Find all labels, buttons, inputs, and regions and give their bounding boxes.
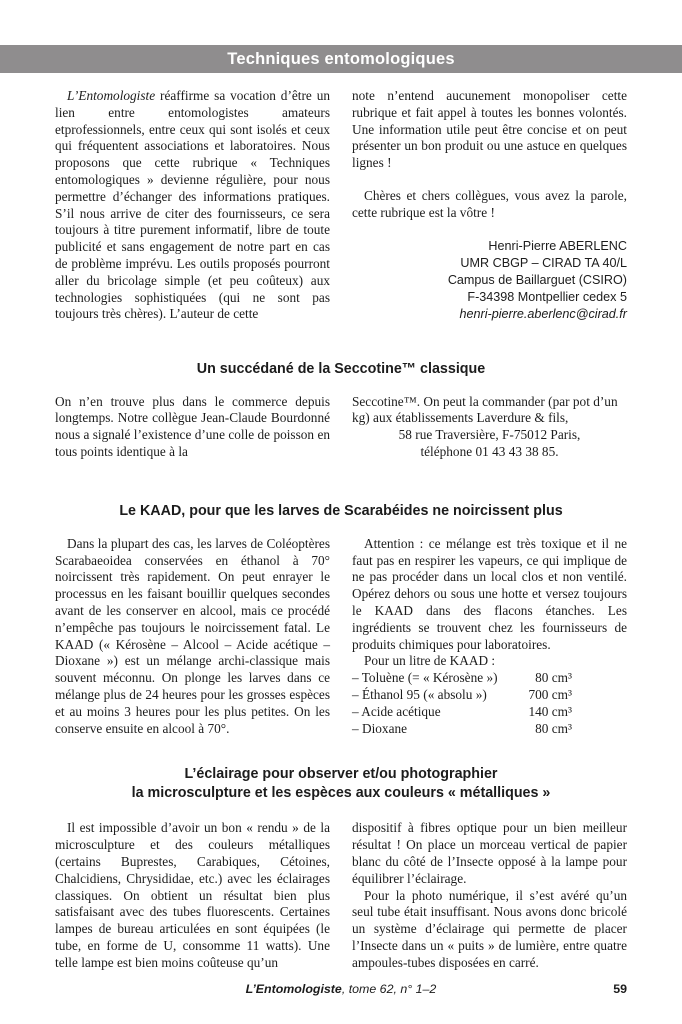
seccotine-left-column [55, 394, 330, 461]
signature-block [352, 238, 627, 324]
ingredient-quantity: 140 cm³ [528, 703, 572, 719]
kaad-recipe-intro: Pour un litre de KAAD : [364, 653, 496, 669]
ingredient-name: – Toluène (= « Kérosène ») [352, 670, 498, 686]
intro-left-paragraph [55, 88, 330, 323]
journal-name-italic: L’Entomologiste [67, 88, 156, 103]
intro-section [55, 88, 627, 324]
intro-right-column [352, 88, 627, 324]
ingredient-name: – Acide acétique [352, 703, 441, 719]
seccotine-left-paragraph: On n’en trouve plus dans le commerce depuis longtemps. Notre collègue Jean-Claude Bourdonné nous a signalé l’existence d’une colle de poisson en tous points identique à la [55, 393, 330, 459]
intro-call-paragraph: Chères et chers collègues, vous avez la parole, cette rubrique est la vôtre ! [352, 187, 627, 220]
author-email: henri-pierre.aberlenc@cirad.fr [459, 307, 627, 322]
footer-citation [246, 982, 437, 996]
ingredient-quantity: 80 cm³ [535, 670, 572, 686]
section-heading-eclairage [55, 765, 627, 803]
author-campus: Campus de Baillarguet (CSIRO) [447, 272, 627, 287]
ingredient-row [352, 687, 627, 704]
eclairage-right-paragraph: dispositif à fibres optique pour un bien meilleur résultat ! On place un morceau vertical de papier blanc du côté de l’Insecte opposé à la lampe pour équilibrer l’éclairage. [352, 820, 627, 886]
kaad-section [55, 536, 627, 738]
seccotine-right-column [352, 394, 627, 461]
eclairage-left-paragraph: Il est impossible d’avoir un bon « rendu » de la microsculpture et des couleurs métalliques (certains Buprestes, Carabiques, Cétoines, Chalcidiens, Chrysididae, etc.) avec les éclairages classiques. On obtient un résultat bien plus satisfaisant avec des tubes fluorescents. Certaines lampes de bureau articulées en sont équipées (le tube, en forme de U, consomme 11 watts). Une telle lampe est bien moins coûteuse qu’un [55, 820, 330, 970]
section-heading-seccotine: Un succédané de la Seccotine™ classique [196, 360, 486, 377]
intro-left-column [55, 88, 330, 324]
supplier-phone-line: téléphone 01 43 43 38 85. [420, 443, 559, 459]
eclairage-photo-paragraph: Pour la photo numérique, il s’est avéré qu’un seul tube était insuffisant. Nous avons donc bricolé un système d’éclairage qui permette de placer l’Insecte dans un « puits » de lumière, entre quatre ampoules-tubes disposées en carré. [352, 887, 627, 970]
ingredient-name: – Éthanol 95 (« absolu ») [352, 686, 487, 702]
footer-issue: , tome 62, n° 1–2 [341, 982, 437, 996]
ingredient-name: – Dioxane [352, 720, 408, 736]
header-bar [0, 45, 682, 73]
ingredient-row [352, 704, 627, 721]
eclairage-heading-line2: la microsculpture et les espèces aux couleurs « métalliques » [131, 785, 551, 802]
page-number: 59 [613, 982, 627, 996]
ingredient-row [352, 721, 627, 738]
seccotine-section [55, 394, 627, 461]
kaad-right-column [352, 536, 627, 738]
author-address: F-34398 Montpellier cedex 5 [467, 290, 627, 305]
page-footer [0, 981, 682, 998]
kaad-left-column [55, 536, 330, 738]
author-name: Henri-Pierre ABERLENC [488, 238, 627, 253]
author-affiliation: UMR CBGP – CIRAD TA 40/L [460, 255, 627, 270]
supplier-address-line: 58 rue Traversière, F-75012 Paris, [398, 427, 581, 443]
eclairage-right-column [352, 820, 627, 971]
eclairage-heading-line1: L’éclairage pour observer et/ou photographier [184, 766, 498, 783]
ingredient-row [352, 670, 627, 687]
kaad-left-paragraph: Dans la plupart des cas, les larves de Coléoptères Scarabaeoidea conservées en éthanol à 70° noircissent très rapidement. On peut enrayer le processus en les faisant bouillir quelques secondes avant de les conserver en alcool, mais ce procédé n’empêche pas toujours le noircissement fatal. Le KAAD (« Kérosène – Alcool – Acide acétique – Dioxane ») est un mélange archi-classique mais souvent méconnu. On plonge les larves dans ce mélange plus de 24 heures pour les grosses espèces et au moins 3 heures pour les plus petites. On les conserve ensuite en alcool à 70°. [55, 535, 330, 736]
intro-right-paragraph: note n’entend aucunement monopoliser cette rubrique et fait appel à toutes les bonnes volontés. Une information utile peut être concise et on peut présenter un bon produit ou une astuce en quelques lignes ! [352, 88, 627, 171]
eclairage-left-column [55, 820, 330, 971]
kaad-warning-paragraph: Attention : ce mélange est très toxique et il ne faut pas en respirer les vapeurs, ce qui implique de ne pas procéder dans un local clos et non ventilé. Opérez dehors ou sous une hotte et versez toujours le KAAD dans des flacons étanches. Les ingrédients se trouvent chez les fournisseurs de produits chimiques pour laboratoires. [352, 535, 627, 652]
ingredient-quantity: 700 cm³ [528, 686, 572, 702]
section-heading-kaad: Le KAAD, pour que les larves de Scarabéides ne noircissent plus [119, 502, 563, 519]
page-content [55, 88, 627, 972]
page-header-title: Techniques entomologiques [227, 49, 455, 68]
footer-journal-name: L’Entomologiste [245, 982, 342, 996]
seccotine-right-paragraph: Seccotine™. On peut la commander (par pot d’un kg) aux établissements Laverdure & fils, [352, 393, 618, 426]
ingredient-quantity: 80 cm³ [535, 720, 572, 736]
intro-left-text: réaffirme sa vocation d’être un lien entre entomologistes amateurs etprofessionnels, entre ceux qui sont isolés et ceux qui fréquentent associations et laboratoires. Nous proposons que cette rubrique « Techniques entomologiques » devienne régulière, pour nous permettre d’échanger des informations pratiques. S’il nous arrive de citer des fournisseurs, ce sera toujours à titre purement informatif, libre de toute publicité et sans engagement de notre part en cas de problème imprévu. Les outils proposés pourront aller du bricolage simple (et peu coûteux) aux technologies sophistiquées (qui ne sont pas toujours très chères). L’auteur de cette [55, 88, 330, 322]
eclairage-section [55, 820, 627, 971]
